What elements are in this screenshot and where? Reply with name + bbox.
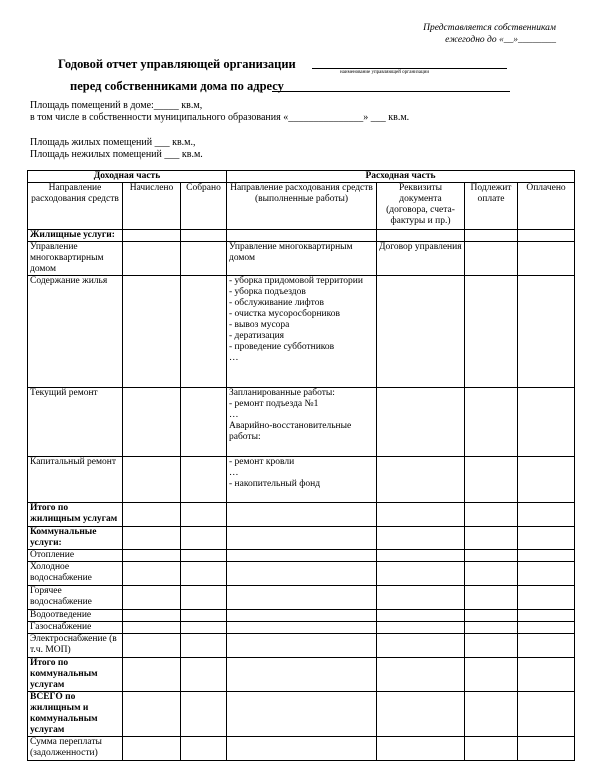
- income-section-header: Доходная часть: [28, 171, 227, 183]
- row-cold-water: Холодное водоснабжение: [28, 562, 123, 586]
- table-row: [28, 503, 575, 527]
- row-heating: Отопление: [28, 550, 123, 562]
- col-collected: Собрано: [181, 183, 227, 230]
- table-row: [28, 550, 575, 562]
- table-row: [28, 610, 575, 622]
- list-item: …: [229, 410, 239, 420]
- submission-note-line1: Представляется собственникам: [423, 23, 556, 33]
- grand-total-label: ВСЕГО по жилищным и коммунальным услугам: [28, 692, 123, 737]
- list-item: - ремонт подъезда №1: [229, 399, 319, 409]
- submission-note: [336, 22, 556, 46]
- row-hot-water: Горячее водоснабжение: [28, 586, 123, 610]
- table-row: [28, 457, 575, 503]
- capital-repair-works: [227, 457, 377, 503]
- communal-services-label: Коммунальные услуги:: [28, 527, 123, 550]
- list-item: - проведение субботников: [229, 342, 335, 352]
- row-capital-repair-name: Капитальный ремонт: [28, 457, 123, 503]
- col-accrued: Начислено: [123, 183, 181, 230]
- table-row: [28, 242, 575, 276]
- row-sewage: Водоотведение: [28, 610, 123, 622]
- list-item: …: [229, 468, 239, 478]
- table-row: [28, 586, 575, 610]
- list-item: - обслуживание лифтов: [229, 298, 324, 308]
- area-nonliving: Площадь нежилых помещений ___ кв.м.: [30, 149, 203, 160]
- table-row: [28, 692, 575, 737]
- col-document: Реквизиты документа (договора, счета-фактуры и пр.): [377, 183, 465, 230]
- current-repair-works: [227, 388, 377, 457]
- row-management-doc: Договор управления: [377, 242, 465, 276]
- table-row: [28, 562, 575, 586]
- report-title-line2: перед собственниками дома по адресу: [70, 79, 284, 93]
- row-gas: Газоснабжение: [28, 622, 123, 634]
- expense-section-header: Расходная часть: [227, 171, 575, 183]
- report-title-line1: Годовой отчет управляющей организации: [58, 57, 296, 71]
- list-item: - вывоз мусора: [229, 320, 290, 330]
- list-item: - очистка мусоросборников: [229, 309, 341, 319]
- row-management-name: Управление многоквартирным домом: [28, 242, 123, 276]
- communal-total-label: Итого по коммунальным услугам: [28, 658, 123, 692]
- report-table: [27, 170, 575, 761]
- organization-name-caption: наименование управляющей организации: [340, 70, 430, 75]
- address-line[interactable]: [272, 91, 510, 92]
- area-municipal: в том числе в собственности муниципального образования «_______________» ___ кв.м.: [30, 112, 410, 123]
- housing-total-label: Итого по жилищным услугам: [28, 503, 123, 527]
- row-management-expense: Управление многоквартирным домом: [227, 242, 377, 276]
- table-row: [28, 622, 575, 634]
- table-row: [28, 658, 575, 692]
- maintenance-works-list: [227, 276, 377, 388]
- col-paid: Оплачено: [518, 183, 575, 230]
- table-row: [28, 388, 575, 457]
- list-item: - дератизация: [229, 331, 285, 341]
- housing-services-label: Жилищные услуги:: [28, 230, 123, 242]
- list-item: …: [229, 353, 239, 363]
- planned-works-label: Запланированные работы:: [229, 388, 335, 398]
- submission-note-line2: ежегодно до «__»________: [445, 35, 556, 45]
- list-item: - ремонт кровли: [229, 457, 295, 467]
- col-direction: Направление расходования средств: [28, 183, 123, 230]
- organization-name-line[interactable]: [312, 68, 507, 69]
- table-row: [28, 634, 575, 658]
- col-expense-direction: Направление расходования средств (выполненные работы): [227, 183, 377, 230]
- row-current-repair-name: Текущий ремонт: [28, 388, 123, 457]
- list-item: - накопительный фонд: [229, 479, 321, 489]
- row-electricity: Электроснабжение (в т.ч. МОП): [28, 634, 123, 658]
- area-living: Площадь жилых помещений ___ кв.м.,: [30, 137, 196, 148]
- col-to-pay: Подлежит оплате: [465, 183, 518, 230]
- overpay-label: Сумма переплаты (задолженности): [28, 737, 123, 761]
- area-total: Площадь помещений в доме:_____ кв.м,: [30, 100, 203, 111]
- table-row: [28, 276, 575, 388]
- table-row: [28, 527, 575, 550]
- emergency-works-label: Аварийно-восстановительные работы:: [229, 421, 352, 442]
- row-maintenance-name: Содержание жилья: [28, 276, 123, 388]
- list-item: - уборка придомовой территории: [229, 276, 363, 286]
- list-item: - уборка подъездов: [229, 287, 306, 297]
